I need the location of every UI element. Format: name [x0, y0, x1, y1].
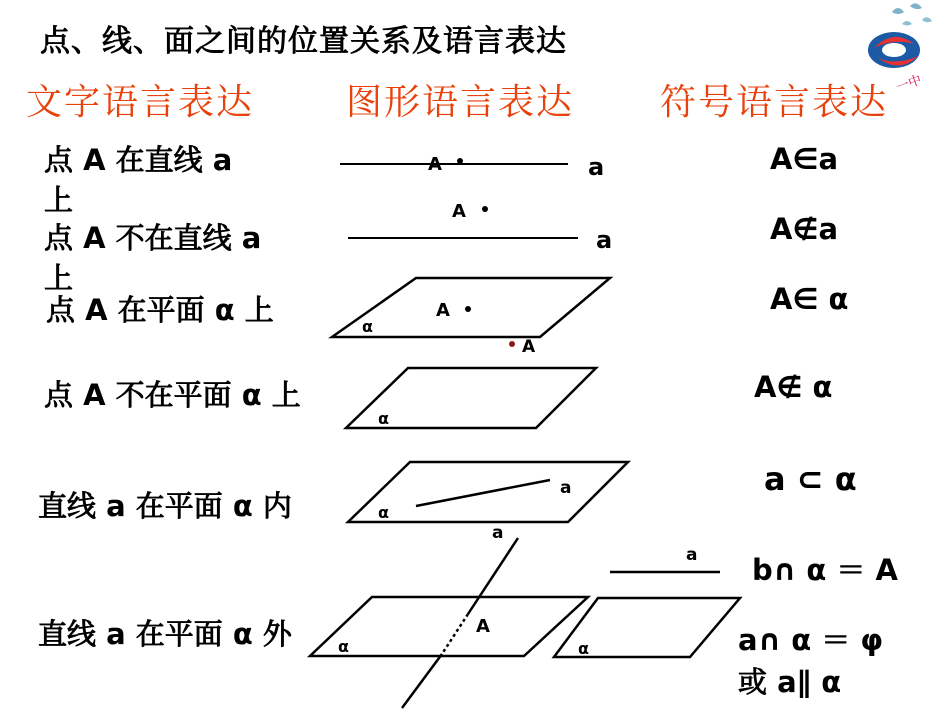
label-line-a: a: [588, 153, 605, 181]
label-plane-alpha: α: [378, 409, 389, 428]
label-point-A: A: [452, 201, 466, 222]
label-plane-alpha: α: [578, 639, 589, 658]
label-point-A: A: [522, 337, 536, 357]
figure-point-on-line: [340, 153, 604, 181]
label-plane-alpha: α: [338, 637, 349, 656]
row-1-symbol: A∈a: [770, 142, 839, 176]
row-2-text: 点 A 不在直线 a 上: [44, 221, 262, 295]
row-2-symbol: A∉a: [770, 212, 839, 246]
label-line-a: a: [686, 545, 698, 565]
figure-point-off-plane: [346, 368, 596, 428]
header-text-expression: 文字语言表达: [26, 82, 255, 123]
row-6-text: 直线 a 在平面 α 外: [38, 617, 292, 651]
row-6-symbol-3: 或 a∥ α: [738, 665, 842, 699]
label-point-A: A: [428, 154, 442, 175]
row-5-symbol: a ⊂ α: [764, 460, 857, 498]
label-line-a: a: [596, 226, 613, 254]
figure-line-in-plane: [348, 462, 628, 522]
row-1-text: 点 A 在直线 a 上: [44, 143, 233, 217]
row-6-symbol-1: b∩ α ＝ A: [752, 553, 898, 587]
row-4-symbol: A∉ α: [754, 370, 833, 404]
row-3-symbol: A∈ α: [770, 282, 849, 316]
header-symbol-expression: 符号语言表达: [660, 82, 889, 123]
label-plane-alpha: α: [378, 503, 389, 522]
label-line-a: a: [560, 478, 572, 498]
row-4-text: 点 A 不在平面 α 上: [44, 378, 301, 412]
logo-text: 一中: [894, 72, 924, 96]
figure-point-off-line: [348, 201, 612, 254]
page-title: 点、线、面之间的位置关系及语言表达: [40, 24, 567, 59]
header-figure-expression: 图形语言表达: [346, 82, 575, 123]
row-3-text: 点 A 在平面 α 上: [46, 293, 274, 327]
figure-line-intersect-plane: [310, 523, 588, 708]
row-6-symbol-2: a∩ α ＝ φ: [738, 623, 884, 657]
label-point-A: A: [476, 616, 490, 637]
figure-point-in-plane: [332, 278, 610, 357]
label-line-a: a: [492, 523, 504, 543]
row-5-text: 直线 a 在平面 α 内: [38, 489, 292, 523]
label-plane-alpha: α: [362, 317, 373, 336]
label-point-A: A: [436, 300, 450, 321]
